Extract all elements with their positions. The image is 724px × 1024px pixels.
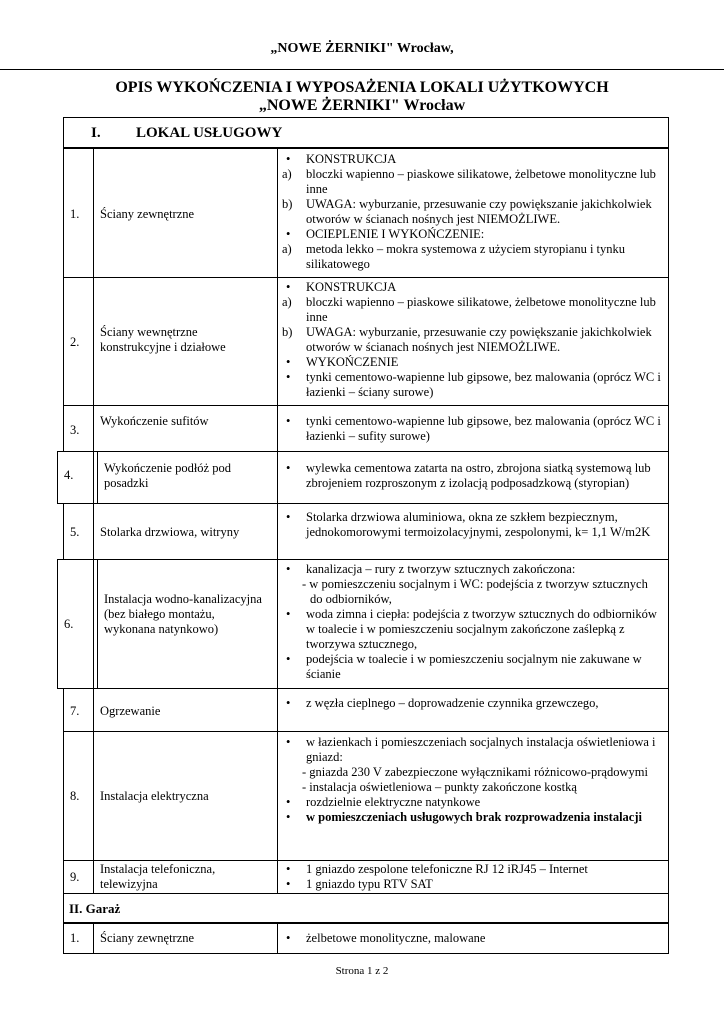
- bullet-marker: •: [286, 931, 291, 945]
- list-item-text: woda zimna i ciepła: podejścia z tworzyw sztucznych do odbiorników w toalecie i w pomieszczeniu socjalnym zakończone zaślepką z tworzywa sztucznego,: [306, 607, 657, 651]
- list-item-text: kanalizacja – rury z tworzyw sztucznych zakończona:: [306, 562, 576, 576]
- list-marker: a): [282, 295, 292, 309]
- list-item-text: z węzła cieplnego – doprowadzenie czynnika grzewczego,: [306, 696, 599, 710]
- bullet-marker: •: [286, 795, 291, 809]
- bullet-marker: •: [286, 355, 291, 369]
- list-item-text: rozdzielnie elektryczne natynkowe: [306, 795, 481, 809]
- list-item-text: Stolarka drzwiowa aluminiowa, okna ze szkłem bezpiecznym, jednokomorowymi termoizolacyjnymi, zespolonymi, k= 1,1 W/m2K: [306, 510, 651, 539]
- list-item: [278, 280, 662, 295]
- row-label: Ściany zewnętrzne: [93, 923, 278, 954]
- row-label: Ściany wewnętrzne konstrukcyjne i działowe: [93, 277, 278, 406]
- row-description: [277, 559, 669, 689]
- document-header: „NOWE ŻERNIKI" Wrocław,: [270, 41, 454, 56]
- section-1-label: LOKAL USŁUGOWY: [136, 125, 283, 141]
- list-item-text: bloczki wapienno – piaskowe silikatowe, żelbetowe monolityczne lub inne: [306, 167, 656, 196]
- list-item-text: WYKOŃCZENIE: [306, 355, 399, 369]
- row-number: 3.: [63, 405, 94, 452]
- list-item-text: UWAGA: wyburzanie, przesuwanie czy powiększanie jakichkolwiek otworów w ścianach nośnych jest NIEMOŻLIWE.: [306, 197, 652, 226]
- list-item-text: KONSTRUKCJA: [306, 152, 397, 166]
- row-description: [277, 277, 669, 406]
- bullet-marker: •: [286, 152, 291, 166]
- bullet-marker: •: [286, 862, 291, 876]
- section-2-label: II. Garaż: [69, 901, 121, 916]
- bullet-marker: •: [286, 227, 291, 241]
- list-item: [278, 510, 662, 540]
- page-title: [0, 79, 724, 115]
- row-label: Wykończenie podłóż pod posadzki: [97, 451, 278, 504]
- bullet-marker: •: [286, 607, 291, 621]
- list-item: [278, 862, 662, 877]
- list-marker: a): [282, 167, 292, 181]
- row-number: 6.: [57, 559, 94, 689]
- row-description: [277, 731, 669, 861]
- list-item-text: 1 gniazdo zespolone telefoniczne RJ 12 iRJ45 – Internet: [306, 862, 588, 876]
- row-description: [277, 148, 669, 278]
- section-1-number: I.: [91, 125, 101, 141]
- list-item: [278, 795, 662, 810]
- list-item-text: 1 gniazdo typu RTV SAT: [306, 877, 433, 891]
- list-item-text: tynki cementowo-wapienne lub gipsowe, bez malowania (oprócz WC i łazienki – sufity surowe): [306, 414, 661, 443]
- list-marker: b): [282, 197, 293, 211]
- row-number: 7.: [63, 688, 94, 732]
- row-number: 5.: [63, 503, 94, 560]
- list-item-text: metoda lekko – mokra systemowa z użyciem styropianu i tynku silikatowego: [306, 242, 626, 271]
- row-number: 2.: [63, 277, 94, 406]
- section-1-header: [63, 117, 669, 148]
- bullet-marker: •: [286, 510, 291, 524]
- section-2-header: [63, 893, 669, 923]
- row-number: 1.: [63, 923, 94, 954]
- list-item: [278, 877, 662, 892]
- bullet-marker: •: [286, 562, 291, 576]
- row-description: [277, 688, 669, 732]
- list-item-text: - w pomieszczeniu socjalnym i WC: podejścia z tworzyw sztucznych do odbiorników,: [302, 577, 648, 606]
- row-number: 4.: [57, 451, 94, 504]
- list-item: [278, 577, 662, 607]
- row-label: Instalacja elektryczna: [93, 731, 278, 861]
- list-item: [278, 152, 662, 167]
- list-item: [278, 370, 662, 400]
- row-label: Instalacja wodno-kanalizacyjna (bez białego montażu, wykonana natynkowo): [97, 559, 278, 689]
- row-description: [277, 451, 669, 504]
- bullet-marker: •: [286, 652, 291, 666]
- bullet-marker: •: [286, 810, 291, 824]
- list-item: [278, 765, 662, 780]
- list-item: [278, 167, 662, 197]
- list-item-text: - instalacja oświetleniowa – punkty zakończone kostką: [302, 780, 577, 794]
- list-item-text: tynki cementowo-wapienne lub gipsowe, bez malowania (oprócz WC i łazienki – ściany surowe): [306, 370, 661, 399]
- list-item: [278, 780, 662, 795]
- list-item: [278, 931, 662, 946]
- list-item: [278, 242, 662, 272]
- bullet-marker: •: [286, 877, 291, 891]
- bullet-marker: •: [286, 461, 291, 475]
- list-item: [278, 227, 662, 242]
- list-item: [278, 295, 662, 325]
- list-item: [278, 607, 662, 652]
- list-item-text: wylewka cementowa zatarta na ostro, zbrojona siatką systemową lub zbrojeniem rozproszonym z izolacją podposadzkową (styropian): [306, 461, 651, 490]
- row-number: 9.: [63, 860, 94, 894]
- bullet-marker: •: [286, 370, 291, 384]
- row-label: Ogrzewanie: [93, 688, 278, 732]
- list-item: [278, 461, 662, 491]
- page-footer: Strona 1 z 2: [335, 965, 389, 977]
- row-label: Stolarka drzwiowa, witryny: [93, 503, 278, 560]
- list-item: [278, 197, 662, 227]
- bullet-marker: •: [286, 696, 291, 710]
- list-item: [278, 355, 662, 370]
- row-description: [277, 923, 669, 954]
- header-rule: [0, 69, 724, 70]
- list-item: [278, 810, 662, 825]
- list-item: [278, 652, 662, 682]
- row-number: 8.: [63, 731, 94, 861]
- list-item: [278, 735, 662, 765]
- bullet-marker: •: [286, 280, 291, 294]
- row-label: Wykończenie sufitów: [93, 405, 278, 452]
- row-description: [277, 503, 669, 560]
- list-item: [278, 696, 662, 711]
- list-item-text: OCIEPLENIE I WYKOŃCZENIE:: [306, 227, 485, 241]
- list-item: [278, 325, 662, 355]
- list-item: [278, 562, 662, 577]
- row-description: [277, 860, 669, 894]
- list-item-text: w pomieszczeniach usługowych brak rozprowadzenia instalacji: [306, 810, 642, 824]
- row-label: Ściany zewnętrzne: [93, 148, 278, 278]
- list-item: [278, 414, 662, 444]
- title-line-1: OPIS WYKOŃCZENIA I WYPOSAŻENIA LOKALI UŻYTKOWYCH: [115, 79, 609, 96]
- row-number: 1.: [63, 148, 94, 278]
- title-line-2: „NOWE ŻERNIKI" Wrocław: [258, 97, 466, 114]
- bullet-marker: •: [286, 735, 291, 749]
- list-item-text: żelbetowe monolityczne, malowane: [306, 931, 486, 945]
- list-item-text: bloczki wapienno – piaskowe silikatowe, żelbetowe monolityczne lub inne: [306, 295, 656, 324]
- list-marker: b): [282, 325, 293, 339]
- row-label: Instalacja telefoniczna, telewizyjna: [93, 860, 278, 894]
- list-item-text: - gniazda 230 V zabezpieczone wyłącznikami różnicowo-prądowymi: [302, 765, 648, 779]
- list-marker: a): [282, 242, 292, 256]
- list-item-text: podejścia w toalecie i w pomieszczeniu socjalnym nie zakuwane w ścianie: [306, 652, 642, 681]
- list-item-text: KONSTRUKCJA: [306, 280, 397, 294]
- row-description: [277, 405, 669, 452]
- bullet-marker: •: [286, 414, 291, 428]
- list-item-text: UWAGA: wyburzanie, przesuwanie czy powiększanie jakichkolwiek otworów w ścianach nośnych jest NIEMOŻLIWE.: [306, 325, 652, 354]
- list-item-text: w łazienkach i pomieszczeniach socjalnych instalacja oświetleniowa i gniazd:: [306, 735, 656, 764]
